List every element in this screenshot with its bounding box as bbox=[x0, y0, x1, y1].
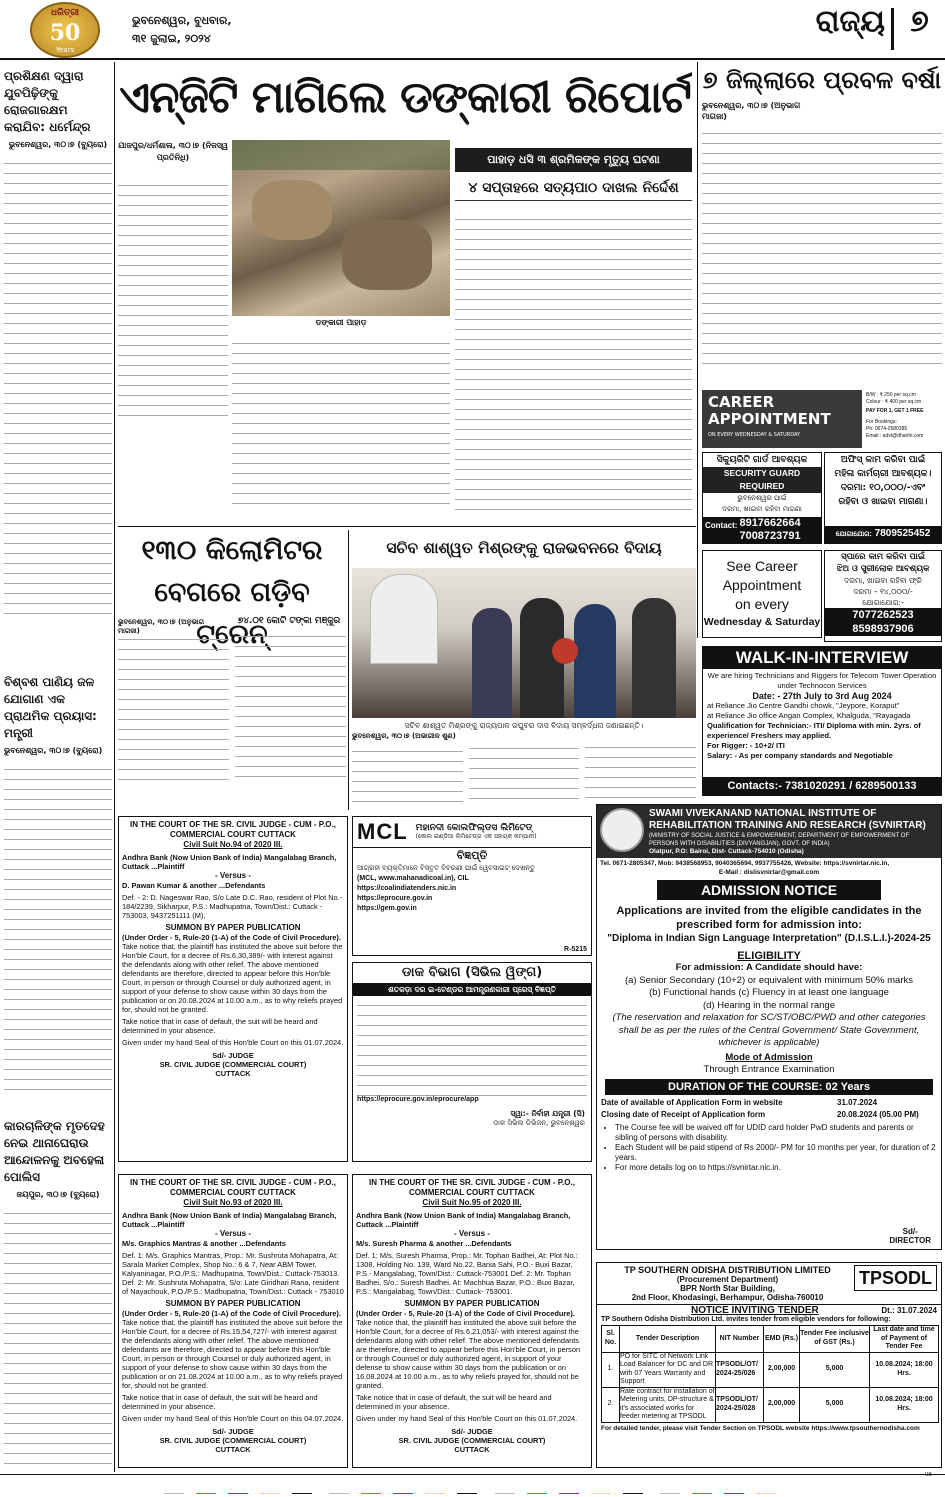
lead-kicker: ପାହାଡ଼ ଧସି ୩ ଶ୍ରମିକଙ୍କ ମୃତ୍ୟୁ ଘଟଣା bbox=[455, 148, 692, 172]
story-headline: ବିଶ୍ବଶ ପାଣିୟ ଜଳ ଯୋଗାଣ ଏକ ପ୍ରାଥମିକ ପ୍ରୟାସ: ମନ୍ତ୍ରୀ bbox=[4, 675, 97, 740]
lead-subhead: ୪ ସପ୍ତାହରେ ସତ୍ୟପାଠ ଦାଖଲ ନିର୍ଦ୍ଦେଶ bbox=[455, 176, 692, 201]
rain-headline: ୭ ଜିଲ୍ଲାରେ ପ୍ରବଳ ବର୍ଷା bbox=[702, 66, 942, 94]
dak-vibhag-tender: ଡାକ ବିଭାଗ (ସିଭିଲ ୱିଙ୍ଗ) ଶତକଡ଼ା ଦର ଇ-ଟେଣ୍ଡର ଆମନ୍ତ୍ରଣକାରୀ ପ୍ରେସ୍ ବିଜ୍ଞପ୍ତି https://eprocure.gov.in/eprocure/app ସ୍ୱା:- ନିର୍ବାହୀ ଯନ୍ତ୍ରୀ (ସି) ଡାକ ସିଭିଲ ଡିଭିଜନ, ଭୁବନେଶ୍ୱର bbox=[352, 962, 592, 1162]
story-body bbox=[4, 154, 112, 664]
page-number: ୭ bbox=[910, 4, 929, 39]
train-headline-1: ୧୩୦ କିଲୋମିଟର bbox=[141, 535, 323, 566]
color-registration-strip bbox=[40, 1484, 900, 1494]
train-kicker: ୭୪.୦୧ କୋଟି ଟଙ୍କା ମଞ୍ଜୁର bbox=[237, 616, 341, 626]
rain-dateline: ଭୁବନେଶ୍ୱର, ୩୦।୭ (ଅନୁଭାଗ ମାଗଜା) bbox=[702, 101, 801, 121]
logo-years: 50 bbox=[49, 20, 81, 46]
train-dateline: ଭୁବନେଶ୍ୱର, ୩୦।୭ (ଅନୁଭାଗ ମାଗଜା) bbox=[118, 618, 204, 635]
story-headline: କାରଚାଳିଙ୍କ ମୃତଦେହ ନେଇ ଥାନାଘେରାଉ ଆନ୍ଦୋଳନକୁ ଅବହେଳା ପୋଲିସ bbox=[4, 1119, 105, 1184]
lead-body-2 bbox=[232, 334, 450, 514]
farewell-body bbox=[352, 742, 696, 812]
rain-body bbox=[702, 124, 942, 374]
career-title-1: CAREER bbox=[708, 393, 775, 411]
tpsodl-tender-notice: TP SOUTHERN ODISHA DISTRIBUTION LIMITED (Procurement Department) BPR North Star Building, 2nd Floor, Khodasingi, Berhampur, Odisha-760010 TPSODL NOTICE INVITING TENDER Dt.: 31.07.2024 TP Southern Odisha Distribution Ltd. invites tender from eligible vendors for following: Sl. No. Tender Description NIT Number EMD (Rs.) Tender Fee inclusive of GST (Rs.) Last date and time of Payment of Tender Fee 1. PO for SITC of Network Link Load Balancer for DC and DR with 07 Years Warranty and Support TPSODL/OT/ 2024-25/026 2,00,000 5,000 10.08.2024; 18:00 Hrs. 2. Rate contract for installation of Metering units, DP-structure & it's associated works for feeder metering at TPSODL TPSODL/OT/ 2024-25/028 2,00,000 5,000 10.08.2024; 18:00 Hrs. For detailed tender, please visit Tender Section on TPSODL website https://www.tpsouthernodisha.com bbox=[596, 1262, 942, 1468]
farewell-dateline: ଭୁବନେଶ୍ୱର, ୩୦।୭ (ଅଭାଗୀଳ ଶୁଣ) bbox=[352, 732, 456, 740]
lead-dateline: ଯାଜପୁର/ଧର୍ମଶାଳା, ୩୦।୭ (ନିଜସ୍ୱ ପ୍ରତିନିଧି) bbox=[118, 141, 228, 162]
lead-headline: ଏନ୍‌ଜିଟି ମାଗିଲେ ଡଙ୍କାରୀ ରିପୋର୍ଟ bbox=[119, 72, 691, 123]
tender-table: Sl. No. Tender Description NIT Number EMD (Rs.) Tender Fee inclusive of GST (Rs.) Last date and time of Payment of Tender Fee 1. PO for SITC of Network Link Load Balancer for DC and DR with 07 Years Warranty and Support TPSODL/OT/ 2024-25/026 2,00,000 5,000 10.08.2024; 18:00 Hrs. 2. Rate contract for installation of Metering units, DP-structure & it's associated works for feeder metering at TPSODL TPSODL/OT/ 2024-25/028 2,00,000 5,000 10.08.2024; 18:00 Hrs. bbox=[601, 1325, 939, 1423]
farewell-caption: ସଚିବ ଶାଶ୍ୱତ ମିଶ୍ରଙ୍କୁ ରାଜ୍ୟପାଳ ରଘୁବର ଦାସ ବିଦାୟ ସମ୍ବର୍ଦ୍ଧନା ଜଣାଇଛନ୍ତି। bbox=[404, 721, 644, 730]
court-notice: IN THE COURT OF THE SR. CIVIL JUDGE - CUM - P.O., COMMERCIAL COURT CUTTACK Civil Suit No.95 of 2020 III. Andhra Bank (Now Union Bank of India) Mangalabag Branch, Cuttack ...Plaintiff - Versus - M/s. Suresh Pharma & another ...Defendants Def. 1: M/s. Suresh Pharma, Prop.: Mr. Tophan Badhei, At: Plot No.: 1308, Holding No. 139, Ward No.22, Bania Sahi, P.O.- Buxi Bazar, P.S.- Mangalabag, Town/Dist.: Cuttack-753001 Def. 2: Mr. Tophan Badhei, S/o.: Suresh Badhei, At: Machhua Bazar, P.O.: Buxi Bazar, P.S.: Mangalabag, Town/Dist.: Cuttack- 753001. SUMMON BY PAPER PUBLICATION (Under Order - 5, Rule-20 (1-A) of the Code of Civil Procedure). Take notice that, the plaintiff has instituted the above suit before the Hon'ble Court, for a decree of Rs.6,21,053/- with interest against the defendants along with other relief. The above mentioned defendants are therefore, directed to appear before this Hon'ble Court, in person or through Counsel or duly authorized agent, in support of your defense to show cause within 30 days from the publication or on 16.08.2024 at 10.00 a.m., as to why reliefs prayed for, should not be granted. Take notice that in case of default, the suit will be heard and determined in your absence. Given under my hand Seal of this Hon'ble Court on this 01.07.2024. Sd/- JUDGE SR. CIVIL JUDGE (COMMERCIAL COURT) CUTTACK bbox=[352, 1174, 592, 1468]
table-row: 2. Rate contract for installation of Metering units, DP-structure & it's associated works for feeder metering at TPSODL TPSODL/OT/ 2024-25/028 2,00,000 5,000 10.08.2024; 18:00 Hrs. bbox=[602, 1387, 939, 1422]
farewell-photo bbox=[352, 568, 696, 718]
svnirtar-admission-notice: SWAMI VIVEKANAND NATIONAL INSTITUTE OF REHABILITATION TRAINING AND RESEARCH (SVNIRTAR) (MINISTRY OF SOCIAL JUSTICE & EMPOWERMENT, DEPARTMENT OF EMPOWERMENT OF PERSONS WITH DISABILITIES (DIVYANGJAN), GOVT. OF INDIA) Olatpur, P.O: Bairoi, Dist- Cuttack-754010 (Odisha) Tel. 0671-2805347, Mob: 9438568953, 9040365694, 9937755426, Website: https://svnirtar.nic.in, E-Mail : dislisvnirtar@gmail.com ADMISSION NOTICE Applications are invited from the eligible candidates in the prescribed form for admission into: "Diploma in Indian Sign Language Interpretation" (D.I.S.L.I.)-2024-25 ELIGIBILITY For admission: A Candidate should have: (a) Senior Secondary (10+2) or equivalent with minimum 50% marks (b) Functional hands (c) Fluency in at least one language (d) Hearing in the normal range (The reservation and relaxation for SC/ST/OBC/PWD and other categories shall be as per the rules of the Central Government/ State Government, whichever is applicable) Mode of Admission Through Entrance Examination DURATION OF THE COURSE: 02 Years Date of available of Application Form in website 31.07.2024 Closing date of Receipt of Application form 20.08.2024 (05.00 PM) • The Course fee will be waived off for UDID card holder PwD students and parents or sibling of persons with disability. • Each Student will be paid stipend of Rs 2000/- PM for 10 months per year, for duration of 2 years. • For more details log on to https://svnirtar.nic.in. Sd/- DIRECTOR bbox=[596, 804, 942, 1250]
story-dateline: ଭୁବନେଶ୍ୱର, ୩୦।୭ (ବ୍ୟୁରୋ) bbox=[8, 140, 108, 149]
lead-body-3 bbox=[455, 210, 692, 515]
masthead-logo bbox=[30, 2, 100, 58]
section-title: ରାଜ୍ୟ bbox=[815, 4, 885, 39]
table-row: 1. PO for SITC of Network Link Load Balancer for DC and DR with 07 Years Warranty and Support TPSODL/OT/ 2024-25/026 2,00,000 5,000 10.08.2024; 18:00 Hrs. bbox=[602, 1352, 939, 1387]
admission-notice-title: ADMISSION NOTICE bbox=[657, 880, 881, 900]
see-career-ad: See Career Appointment on every Wednesday & Saturday bbox=[702, 550, 822, 638]
tpsodl-logo: TPSODL bbox=[854, 1265, 937, 1291]
photo-caption: ଡଙ୍କାରୀ ପାହାଡ଼ bbox=[315, 318, 367, 327]
logo-text: ଧରିତ୍ରୀ bbox=[50, 8, 80, 18]
security-guard-ad: ସିକ୍ୟୁରିଟି ଗାର୍ଡ ଆବଶ୍ୟକ SECURITY GUARD REQUIRED ଭୁବନେଶ୍ୱର ପାଇଁ ଦରମା, ଖାଇବା ରହିବା ମାଗଣା Contact: 8917662664 7008723791 bbox=[702, 452, 822, 544]
mcl-logo: MCL bbox=[357, 819, 408, 844]
train-body bbox=[118, 630, 346, 808]
story-dateline: ଜୟପୁର, ୩୦।୭ (ବ୍ୟୁରୋ) bbox=[16, 1190, 100, 1199]
court-notice: IN THE COURT OF THE SR. CIVIL JUDGE - CUM - P.O., COMMERCIAL COURT CUTTACK Civil Suit No.94 of 2020 III. Andhra Bank (Now Union Bank of India) Mangalabag Branch, Cuttack ...Plaintiff - Versus - D. Pawan Kumar & another ...Defendants Def. - 2: D. Nageswar Rao, S/o Late D.C. Rao, resident of Plot No.- 184/2239, Sikharpur, P.S.: Madhupatna, Town/Dist.: Cuttack - 753003, 9437251111 (M), SUMMON BY PAPER PUBLICATION (Under Order - 5, Rule-20 (1-A) of the Code of Civil Procedure). Take notice that, the plaintiff has instituted the above suit before the Hon'ble Court, for a decree of Rs.6,30,389/- with interest against the defendants along with other relief. The above mentioned defendants are therefore, directed to appear before this Hon'ble Court, in person or through Counsel or duly authorized agent, in support of your defense to show cause within 30 days from the publication or on 20.08.2024 at 10.00 a.m., as to why reliefs prayed for, should not be granted. Take notice that in case of default, the suit will be heard and determined in your absence. Given under my hand Seal of this Hon'ble Court on this 01.07.2024. Sd/- JUDGE SR. CIVIL JUDGE (COMMERCIAL COURT) CUTTACK bbox=[118, 816, 348, 1162]
train-headline-2: ବେଗରେ ଗଡ଼ିବ ଟ୍ରେନ୍ bbox=[154, 577, 310, 650]
farewell-headline: ସଚିବ ଶାଶ୍ୱତ ମିଶ୍ରଙ୍କୁ ରାଜଭବନରେ ବିଦାୟ bbox=[386, 539, 662, 557]
office-job-ad: ଅଫିସ୍ କାମ କରିବା ପାଇଁ ମହିଳା କାର୍ମଚାରୀ ଆବଶ୍ୟକ। ଦରମା: ୧୦,୦୦୦/-ଏବଂ ରହିବା ଓ ଖାଇବା ମାଗଣା। ଯୋଗାଯୋଗ: 7809525452 bbox=[824, 452, 942, 544]
logo-sub: Years bbox=[55, 46, 75, 54]
page-ref: 08 bbox=[925, 1472, 932, 1478]
dateline: ଭୁବନେଶ୍ୱର, ବୁଧବାର, ୩୧ ଜୁଲାଇ, ୨୦୨୪ bbox=[132, 14, 232, 45]
court-notice: IN THE COURT OF THE SR. CIVIL JUDGE - CUM - P.O., COMMERCIAL COURT CUTTACK Civil Suit No.93 of 2020 III. Andhra Bank (Now Union Bank of India) Mangalabag Branch, Cuttack ...Plaintiff - Versus - M/s. Graphics Mantras & another ...Defendants Def. 1: M/s. Graphics Mantras, Prop.: Mr. Sushruta Mohapatra, At: Sarala Market Complex, Shop No.: 6 & 7, Near ABM Tower, Kalyaninagar, P.O./P.S.: Madhupatna, Town/Dist.: Cuttack-753013. Def. 2: Mr. Sushruta Mohapatra, S/o: Late Giridhari Rana, resident of Nayachouk, P.O./P.S.: Madhupatna, Town/Dist.: Cuttack - 753010 SUMMON BY PAPER PUBLICATION (Under Order - 5, Rule-20 (1-A) of the Code of Civil Procedure). Take notice that, the plaintiff has instituted the above suit before the Hon'ble Court, for a decree of Rs.15,54,727/- with interest against the defendants along with other relief. The above mentioned defendants are therefore, directed to appear before this Hon'ble Court, in person or through Counsel or duly authorized agent, in support of your defense to show cause within 30 days from the publication or on 21.08.2024 at 10.00 a.m., as to why reliefs prayed for, should not be granted. Take notice that in case of default, the suit will be heard and determined in your absence. Given under my hand Seal of this Hon'ble Court on this 04.07.2024. Sd/- JUDGE SR. CIVIL JUDGE (COMMERCIAL COURT) CUTTACK bbox=[118, 1174, 348, 1468]
walk-in-interview-ad: WALK-IN-INTERVIEW We are hiring Technicians and Riggers for Telecom Tower Operation under Technocon Services Date: - 27th July to 3rd Aug 2024 at Reliance Jio Centre Gandhi chowk, "Jeypore, Koraput" at Reliance Jio office Angan Complex, Khalguda, "Rayagada Qualification for Technician:- ITI/ Diploma with min. 2yrs. of experience/ Freshers may applied. For Rigger: - 10+2/ ITI Salary: - As per company standards and Negotiable Contacts:- 7381020291 / 6289500133 bbox=[702, 646, 942, 796]
story-dateline: ଭୁବନେଶ୍ୱର, ୩୦।୭ (ବ୍ୟୁରୋ) bbox=[4, 746, 103, 755]
career-appointment-ad: CAREER APPOINTMENT ON EVERY WEDNESDAY & SATURDAY B/W : ₹ 250 per sq.cm Colour : ₹ 400 per sq.cm PAY FOR 1, GET 1 FREE For Bookings: Ph: 0674-2580385 Email : advt@dharitri.com bbox=[702, 390, 942, 448]
lead-photo bbox=[232, 140, 450, 316]
career-title-2: APPOINTMENT bbox=[708, 410, 831, 428]
svnirtar-emblem-icon bbox=[600, 808, 644, 852]
mcl-notice: MCL ମହାନଦୀ କୋଲଫିଲ୍ଡସ ଲିମିଟେଡ୍ (କୋଲ ଇଣ୍ଡିଆ ଲିମିଟେଡ୍‌ର ଏକ ସହାୟକ କମ୍ପାନୀ) ବିଜ୍ଞପ୍ତି ଆଗ୍ରହୀ ବ୍ୟକ୍ତିମାନେ ବିସ୍ତୃତ ବିବରଣୀ ପାଇଁ ୱେବସାଇଟ୍ ଦେଖନ୍ତୁ (MCL, www.mahanadicoal.in), CIL https://coalindiatenders.nic.in https://eprocure.gov.in https://gem.gov.in R-5215 bbox=[352, 816, 592, 956]
spa-job-ad: ସ୍ପାରେ କାମ କରିବା ପାଇଁ ଝିଅ ଓ ସ୍ତ୍ରୀଲୋକ ଆବଶ୍ୟକ ଦରମା, ଖାଇବା ରହିବା ଫ୍ରି ଦରମା – ୧୪,୦୦୦/- ଯୋଗାଯୋଗ:- 7077262523 8598937906 bbox=[824, 550, 942, 642]
left-column bbox=[4, 68, 112, 1468]
story-headline: ପ୍ରଶିକ୍ଷଣ ଦ୍ୱାରା ଯୁବପିଢ଼ିଙ୍କୁ ରୋଜଗାରକ୍ଷମ କରାଯିବ: ଧର୍ମେନ୍ଦ୍ର bbox=[4, 69, 91, 134]
lead-body-1 bbox=[118, 176, 228, 416]
